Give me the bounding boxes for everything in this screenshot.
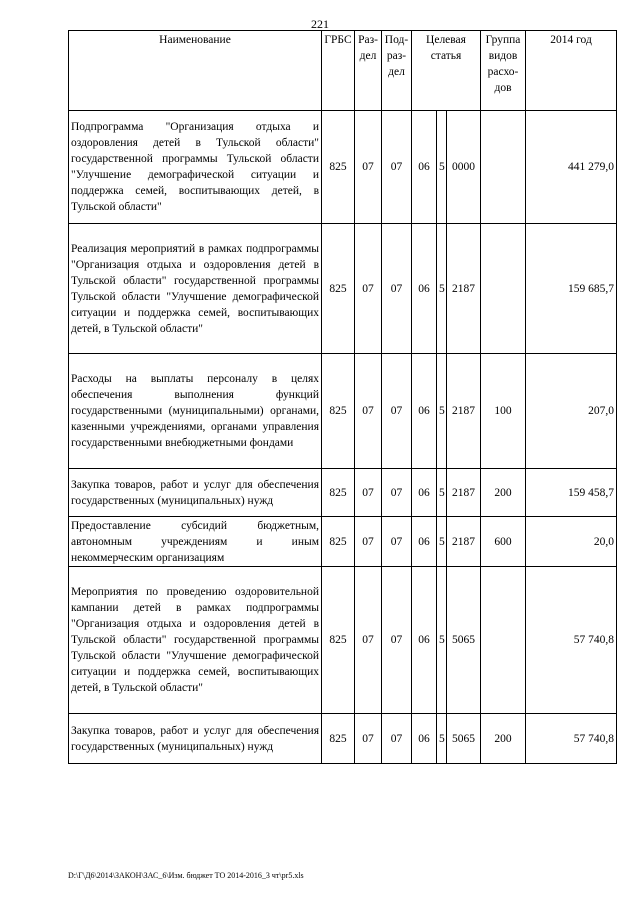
row-target-part-3: 5065 xyxy=(447,567,481,714)
row-target-part-2: 5 xyxy=(437,224,447,354)
row-grbs: 825 xyxy=(322,111,355,224)
row-expense-group: 200 xyxy=(481,469,526,517)
row-razdel: 07 xyxy=(355,224,382,354)
row-target-part-2: 5 xyxy=(437,714,447,764)
row-expense-group: 200 xyxy=(481,714,526,764)
row-grbs: 825 xyxy=(322,354,355,469)
row-grbs: 825 xyxy=(322,714,355,764)
row-target-part-3: 0000 xyxy=(447,111,481,224)
row-target-part-1: 06 xyxy=(412,714,437,764)
table-row xyxy=(69,224,617,354)
row-target-part-1: 06 xyxy=(412,469,437,517)
row-podrazdel: 07 xyxy=(382,224,412,354)
row-razdel: 07 xyxy=(355,517,382,567)
row-razdel: 07 xyxy=(355,354,382,469)
row-podrazdel: 07 xyxy=(382,354,412,469)
row-target-part-3: 5065 xyxy=(447,714,481,764)
header-row xyxy=(69,31,617,111)
table-row xyxy=(69,469,617,517)
header-podrazdel: Под-раз-дел xyxy=(382,31,412,111)
row-target-part-3: 2187 xyxy=(447,517,481,567)
budget-table xyxy=(68,30,617,764)
row-grbs: 825 xyxy=(322,224,355,354)
header-razdel: Раз-дел xyxy=(355,31,382,111)
row-amount: 159 685,7 xyxy=(526,224,617,354)
table-row xyxy=(69,714,617,764)
row-target-part-3: 2187 xyxy=(447,469,481,517)
header-gruppa: Группа видов расхо-дов xyxy=(481,31,526,111)
row-target-part-2: 5 xyxy=(437,567,447,714)
row-name: Предоставление субсидий бюджетным, автономным учреждениям и иным некоммерческим организациям xyxy=(69,517,322,567)
row-grbs: 825 xyxy=(322,469,355,517)
row-expense-group xyxy=(481,567,526,714)
page-number: 221 xyxy=(311,17,329,31)
header-year: 2014 год xyxy=(526,31,617,111)
row-razdel: 07 xyxy=(355,111,382,224)
file-path-footer: D:\Г\Д6\2014\ЗАКОН\ЗАС_6\Изм. бюджет ТО 2014-2016_3 чт\pr5.xls xyxy=(68,871,304,880)
row-target-part-2: 5 xyxy=(437,354,447,469)
row-name: Мероприятия по проведению оздоровительной кампании детей в рамках подпрограммы "Организация отдыха и оздоровления детей в Тульской области" государственной программы Тульской области "Улучшение демографической ситуации и поддержка семей, воспитывающих детей, в Тульской области" xyxy=(69,567,322,714)
row-podrazdel: 07 xyxy=(382,567,412,714)
row-podrazdel: 07 xyxy=(382,714,412,764)
header-name: Наименование xyxy=(69,31,322,111)
header-tselevaya: Целевая статья xyxy=(412,31,481,111)
row-razdel: 07 xyxy=(355,714,382,764)
row-target-part-1: 06 xyxy=(412,517,437,567)
row-podrazdel: 07 xyxy=(382,517,412,567)
table-row xyxy=(69,354,617,469)
row-name: Расходы на выплаты персоналу в целях обеспечения выполнения функций государственными (муниципальными) органами, казенными учреждениями, органами управления государственными внебюджетными фондами xyxy=(69,354,322,469)
row-target-part-1: 06 xyxy=(412,354,437,469)
row-podrazdel: 07 xyxy=(382,111,412,224)
row-target-part-2: 5 xyxy=(437,517,447,567)
row-name: Закупка товаров, работ и услуг для обеспечения государственных (муниципальных) нужд xyxy=(69,714,322,764)
header-grbs: ГРБС xyxy=(322,31,355,111)
row-target-part-2: 5 xyxy=(437,111,447,224)
table-row xyxy=(69,111,617,224)
row-grbs: 825 xyxy=(322,517,355,567)
row-amount: 20,0 xyxy=(526,517,617,567)
row-amount: 159 458,7 xyxy=(526,469,617,517)
table-row xyxy=(69,517,617,567)
row-name: Реализация мероприятий в рамках подпрограммы "Организация отдыха и оздоровления детей в Тульской области" государственной программы Тульской области "Улучшение демографической ситуации и поддержка семей, воспитывающих детей, в Тульской области" xyxy=(69,224,322,354)
row-razdel: 07 xyxy=(355,567,382,714)
row-target-part-3: 2187 xyxy=(447,354,481,469)
table-row xyxy=(69,567,617,714)
row-expense-group: 100 xyxy=(481,354,526,469)
row-expense-group xyxy=(481,224,526,354)
row-name: Закупка товаров, работ и услуг для обеспечения государственных (муниципальных) нужд xyxy=(69,469,322,517)
row-target-part-1: 06 xyxy=(412,567,437,714)
row-target-part-1: 06 xyxy=(412,111,437,224)
row-target-part-2: 5 xyxy=(437,469,447,517)
row-name: Подпрограмма "Организация отдыха и оздоровления детей в Тульской области" государственной программы Тульской области "Улучшение демографической ситуации и поддержка семей, воспитывающих детей, в Тульской области" xyxy=(69,111,322,224)
row-target-part-1: 06 xyxy=(412,224,437,354)
row-amount: 57 740,8 xyxy=(526,714,617,764)
row-grbs: 825 xyxy=(322,567,355,714)
row-target-part-3: 2187 xyxy=(447,224,481,354)
row-expense-group: 600 xyxy=(481,517,526,567)
row-podrazdel: 07 xyxy=(382,469,412,517)
row-razdel: 07 xyxy=(355,469,382,517)
row-amount: 441 279,0 xyxy=(526,111,617,224)
row-expense-group xyxy=(481,111,526,224)
row-amount: 57 740,8 xyxy=(526,567,617,714)
row-amount: 207,0 xyxy=(526,354,617,469)
